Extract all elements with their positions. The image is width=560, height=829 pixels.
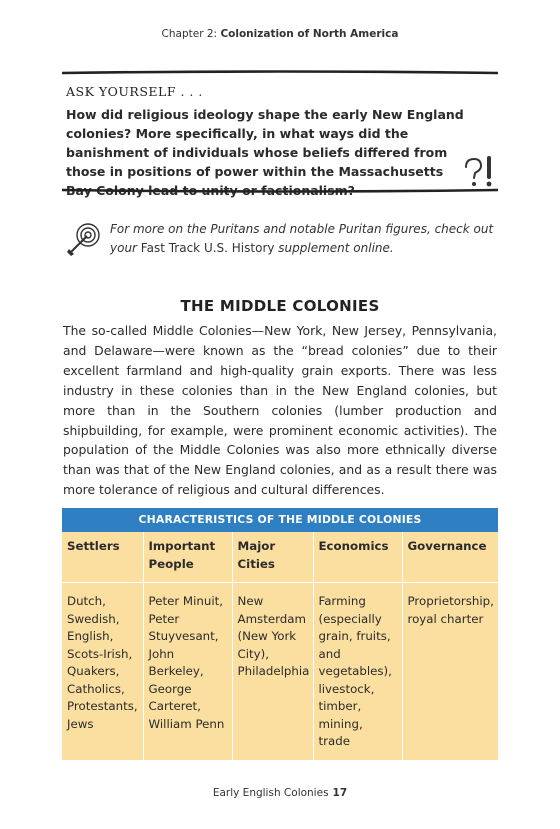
column-header-settlers: Settlers — [62, 532, 143, 583]
page-number: 17 — [332, 787, 348, 799]
footer-label: Early English Colonies — [212, 787, 329, 799]
table-header-row — [62, 532, 498, 583]
running-header — [0, 28, 560, 40]
section-body: The so-called Middle Colonies—New York, New Jersey, Pennsylvania, and Delaware—were known as the “bread colonies” due to their excellent farmland and high-quality grain exports. There was less industry in these colonies than in the New England colonies, but more than in the Southern colonies (lumber production and shipbuilding, for example, were prominent economic activities). The population of the Middle Colonies was also more ethnically diverse than was that of the New England colonies, and as a result there was more tolerance of religious and cultural differences. — [63, 323, 497, 498]
section-title: THE MIDDLE COLONIES — [180, 297, 380, 315]
cell-major-cities: New Amsterdam (New York City), Philadelphia — [232, 583, 313, 761]
chapter-label: Chapter 2: — [161, 28, 218, 40]
note-text-part3: supplement online. — [274, 241, 394, 255]
middle-colonies-table — [62, 508, 498, 760]
ask-yourself-question: How did religious ideology shape the early New England colonies? More specifically, in what ways did the banishment of individuals whose beliefs differed from those in positions of power within the Massachusetts Bay Colony lead to unity or factionalism? — [66, 107, 464, 198]
online-supplement-note — [66, 220, 496, 258]
note-text — [110, 220, 496, 258]
column-header-governance: Governance — [402, 532, 498, 583]
top-rule — [62, 70, 498, 76]
characteristics-table — [62, 532, 498, 760]
column-header-important-people: Important People — [143, 532, 232, 583]
note-text-part1: For more on the Puritans and notable Puritan figures, check out your — [110, 222, 494, 255]
ask-yourself-title: ASK YOURSELF . . . — [66, 84, 203, 99]
page-footer — [0, 787, 560, 799]
cell-settlers: Dutch, Swedish, English, Scots-Irish, Quakers, Catholics, Protestants, Jews — [62, 583, 143, 761]
table-row — [62, 583, 498, 761]
column-header-major-cities: Major Cities — [232, 532, 313, 583]
table-title: CHARACTERISTICS OF THE MIDDLE COLONIES — [62, 508, 498, 532]
cell-governance: Proprietorship, royal charter — [402, 583, 498, 761]
question-exclamation-icon — [462, 155, 498, 191]
cell-economics: Farming (especially grain, fruits, and vegetables), livestock, timber, mining, trade — [313, 583, 402, 761]
cell-important-people: Peter Minuit, Peter Stuyvesant, John Berkeley, George Carteret, William Penn — [143, 583, 232, 761]
chapter-title: Colonization of North America — [220, 28, 399, 40]
ask-yourself-box — [66, 84, 496, 200]
note-book-title: Fast Track U.S. History — [140, 241, 275, 255]
column-header-economics: Economics — [313, 532, 402, 583]
target-arrow-icon — [66, 222, 102, 258]
bottom-rule — [62, 187, 498, 193]
